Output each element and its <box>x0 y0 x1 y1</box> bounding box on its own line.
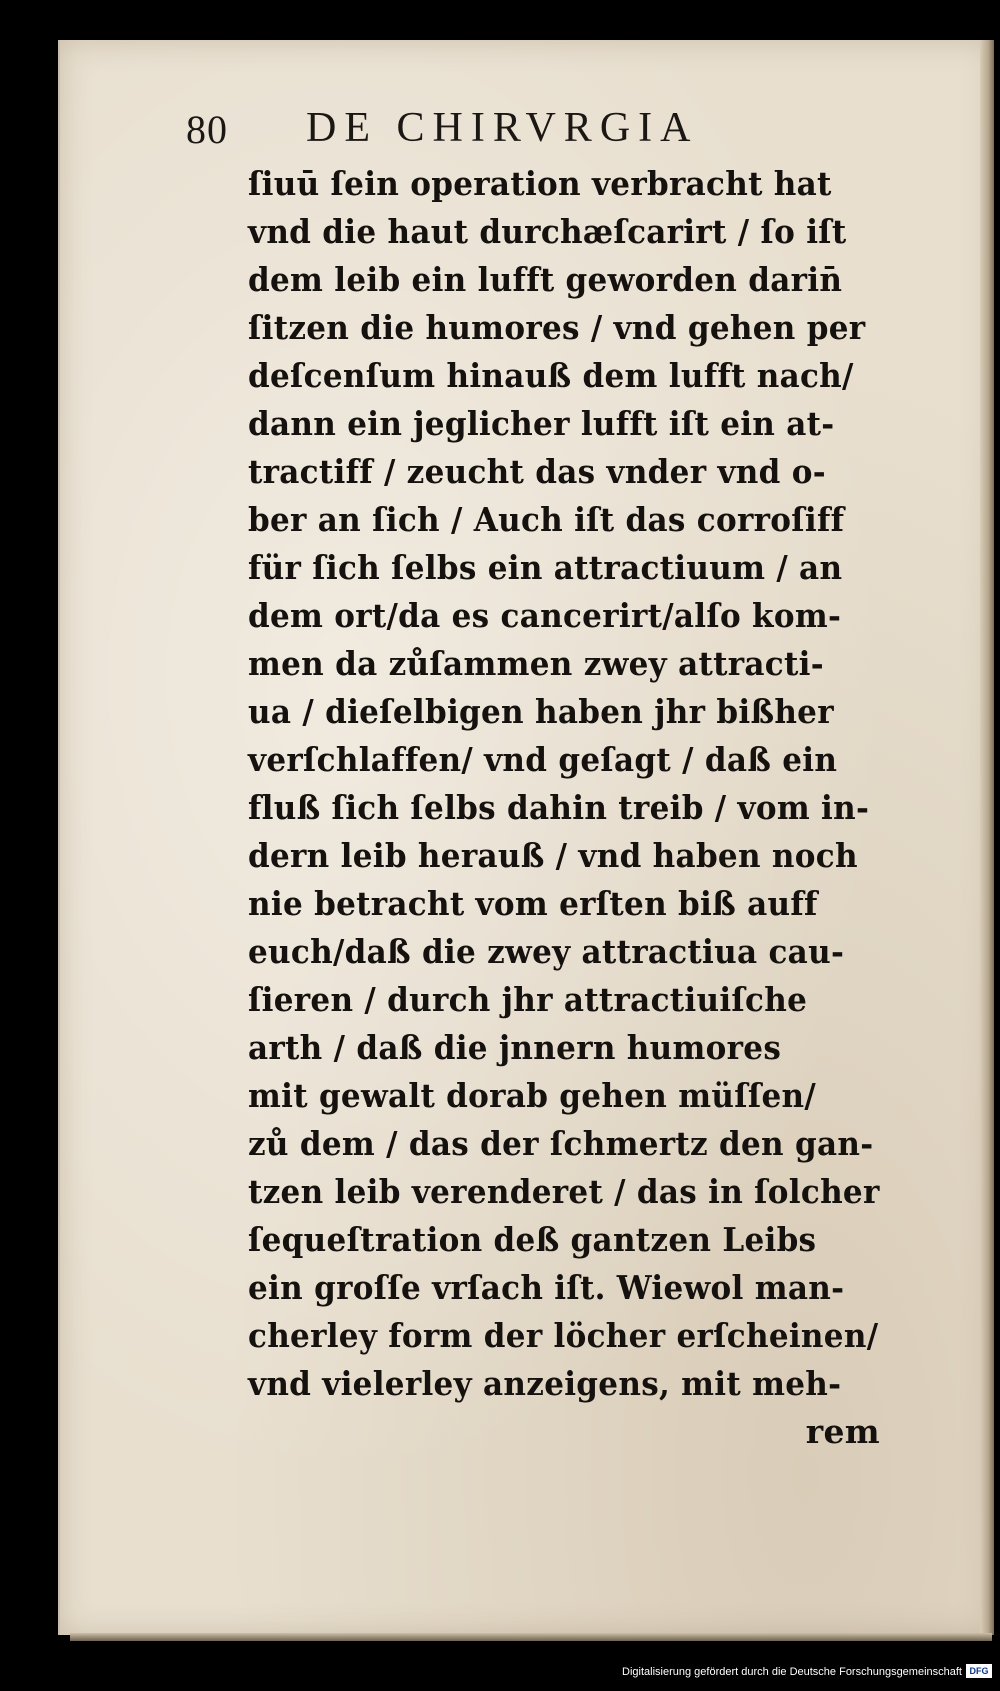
running-title: DE CHIRVRGIA <box>306 105 699 151</box>
text-line: arth / daß die jnnern humores <box>248 1028 782 1067</box>
text-line: ſitzen die humores / vnd gehen per <box>248 308 866 347</box>
text-line: ſequeſtration deß gantzen Leibs <box>248 1220 817 1259</box>
text-line: ſiuū ſein operation verbracht hat <box>248 164 832 203</box>
text-line: mit gewalt dorab gehen müſſen/ <box>248 1076 817 1115</box>
dfg-logo: DFG <box>966 1664 992 1678</box>
text-line: fluß ſich ſelbs dahin treib / vom in- <box>248 788 870 827</box>
text-line: men da zůſammen zwey attracti- <box>248 644 824 683</box>
text-line: für ſich ſelbs ein attractiuum / an <box>248 548 843 587</box>
text-line: nie betracht vom erſten biß auff <box>248 884 818 923</box>
page-bottom-edge <box>70 1633 992 1641</box>
text-line: dem leib ein lufft geworden darin̄ <box>248 260 843 299</box>
text-line: euch/daß die zwey attractiua cau- <box>248 932 845 971</box>
catchword: rem <box>805 1412 880 1451</box>
text-line: ua / dieſelbigen haben jhr bißher <box>248 692 834 731</box>
page-number: 80 <box>186 107 228 152</box>
text-line: dern leib herauß / vnd haben noch <box>248 836 858 875</box>
page-gutter <box>980 40 994 1635</box>
funding-credit: Digitalisierung gefördert durch die Deutsche Forschungsgemeinschaft <box>622 1666 962 1678</box>
body-text <box>248 160 928 1456</box>
text-line: tzen leib verenderet / das in ſolcher <box>248 1172 880 1211</box>
text-line: dann ein jeglicher lufft iſt ein at- <box>248 404 835 443</box>
text-line: cherley form der löcher erſcheinen/ <box>248 1316 879 1355</box>
text-line: verſchlaffen/ vnd geſagt / daß ein <box>248 740 838 779</box>
text-line: tractiff / zeucht das vnder vnd o- <box>248 452 826 491</box>
scan-top-border <box>0 0 1000 20</box>
text-line: zů dem / das der ſchmertz den gan- <box>248 1124 874 1163</box>
text-line: ein groſſe vrſach iſt. Wiewol man- <box>248 1268 845 1307</box>
text-line: vnd die haut durchæſcarirt / ſo iſt <box>248 212 847 251</box>
text-line: dem ort/da es cancerirt/alſo kom- <box>248 596 842 635</box>
footer-bar <box>0 1654 1000 1691</box>
text-line: deſcenſum hinauß dem lufft nach/ <box>248 356 854 395</box>
page-header <box>186 100 906 160</box>
text-line: vnd vielerley anzeigens, mit meh- <box>248 1364 842 1403</box>
text-line: ber an ſich / Auch iſt das corroſiff <box>248 500 845 539</box>
text-line: ſieren / durch jhr attractiuiſche <box>248 980 808 1019</box>
